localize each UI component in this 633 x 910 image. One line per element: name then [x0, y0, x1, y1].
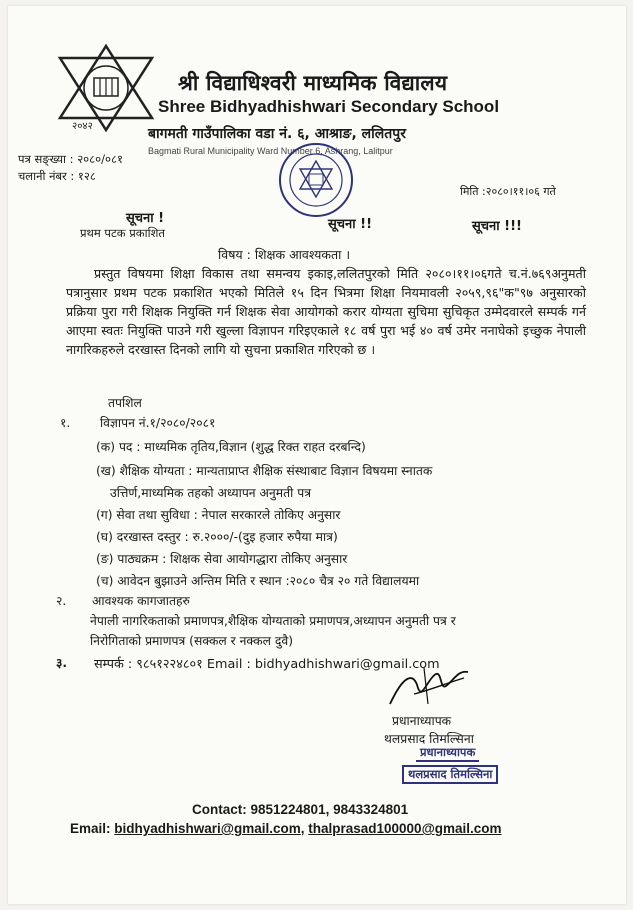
- reference-number: पत्र सङ्ख्या : २०८०/०८१: [18, 152, 123, 166]
- section-3-number: ३.: [56, 656, 68, 670]
- section-2-number: २.: [56, 594, 67, 608]
- list-item: (घ) दरखास्त दस्तुर : रु.२०००/-(दुइ हजार रुपैया मात्र): [96, 530, 338, 544]
- list-item: उत्तिर्ण,माध्यमिक तहको अध्यापन अनुमती पत्र: [110, 486, 311, 500]
- footer-email-label: Email:: [70, 821, 111, 836]
- section-1-title: विज्ञापन नं.१/२०८०/२०८१: [100, 416, 216, 430]
- signature-icon: [384, 664, 474, 710]
- logo-year: २०४२: [72, 121, 93, 132]
- list-item: (क) पद : माध्यमिक तृतिय,विज्ञान (शुद्ध रिक्त राहत दरबन्दि): [96, 440, 366, 454]
- list-item: (ख) शैक्षिक योग्यता : मान्यताप्राप्त शैक्षिक संस्थाबाट विज्ञान विषयमा स्नातक: [96, 464, 433, 478]
- notice-heading-1: सूचना !: [126, 211, 165, 226]
- section-2-title: आवश्यक कागजातहरु: [92, 594, 190, 608]
- subject-line: विषय : शिक्षक आवश्यकता ।: [218, 247, 351, 262]
- office-stamp-icon: [276, 141, 356, 219]
- list-item: (ग) सेवा तथा सुविधा : नेपाल सरकारले तोकिए अनुसार: [96, 508, 341, 522]
- section-2-line: निरोगिताको प्रमाणपत्र (सक्कल र नक्कल दुवै): [90, 634, 293, 648]
- letter-page: [8, 6, 626, 904]
- school-name-english: Shree Bidhyadhishwari Secondary School: [158, 97, 500, 116]
- email-link-school[interactable]: bidhyadhishwari@gmail.com: [114, 821, 301, 836]
- details-heading: तपशिल: [108, 396, 142, 410]
- address-english: Bagmati Rural Municipality Ward Number 6, Ashrang, Lalitpur: [148, 146, 393, 156]
- notice-body: प्रस्तुत विषयमा शिक्षा विकास तथा समन्वय इकाइ,ललितपुरको मिति २०८०।११।०६गते च.नं.७६९अनुमती पत्रानुसार प्रथम पटक प्रकाशित भएको मितिले १५ दिन भित्रमा शिक्षा नियमावली २०५९,९६"क"९७ अनुसारको प्रक्रिया पुरा गरी शिक्षक नियुक्ति गर्न शिक्षक सेवा आयोगको करार योग्यता सुचिमा सुचिकृत उम्मेदवारले सम्पर्क गर्न आएमा स्वतः नियुक्ति पाउने गरी खुल्ला विज्ञापन गरिइएकाले १८ वर्ष पुरा भई ४० वर्ष उमेर ननाघेको इच्छुक नेपाली नागरिकहरुले दरखास्त दिनको लागि यो सुचना प्रकाशित गरिएको छ ।: [66, 266, 586, 357]
- signatory-name: थलप्रसाद तिमल्सिना: [384, 732, 474, 746]
- first-publish-label: प्रथम पटक प्रकाशित: [80, 226, 165, 240]
- email-link-principal[interactable]: thalprasad100000@gmail.com: [308, 821, 502, 836]
- contact-line: सम्पर्क : ९८५१२२४८०१ Email : bidhyadhishwari@gmail.com: [94, 657, 440, 672]
- address-nepali: बागमती गाउँपालिका वडा नं. ६, आश्राङ, ललितपुर: [148, 126, 406, 142]
- footer-contact: Contact: 9851224801, 9843324801: [192, 802, 409, 817]
- list-item: (च) आवेदन बुझाउने अन्तिम मिति र स्थान :२०८० चैत्र २० गते विद्यालयमा: [96, 574, 420, 588]
- school-name-nepali: श्री विद्याधिश्वरी माध्यमिक विद्यालय: [178, 71, 448, 95]
- school-logo-icon: [52, 44, 160, 132]
- section-1-number: १.: [60, 416, 71, 430]
- notice-heading-3: सूचना !!!: [472, 219, 522, 234]
- footer-email: Email: bidhyadhishwari@gmail.com, thalprasad100000@gmail.com: [70, 821, 502, 836]
- signatory-designation: प्रधानाध्यापक: [392, 714, 452, 728]
- notice-heading-2: सूचना !!: [328, 217, 373, 232]
- section-2-line: नेपाली नागरिकताको प्रमाणपत्र,शैक्षिक योग्यताको प्रमाणपत्र,अध्यापन अनुमती पत्र र: [90, 614, 456, 628]
- letter-date: मिति :२०८०।११।०६ गते: [460, 185, 556, 198]
- list-item: (ङ) पाठ्यक्रम : शिक्षक सेवा आयोगद्धारा तोकिए अनुसार: [96, 552, 348, 566]
- designation-seal: प्रधानाध्यापक थलप्रसाद तिमल्सिना: [410, 743, 510, 785]
- dispatch-number: चलानी नंबर : १२८: [18, 169, 96, 183]
